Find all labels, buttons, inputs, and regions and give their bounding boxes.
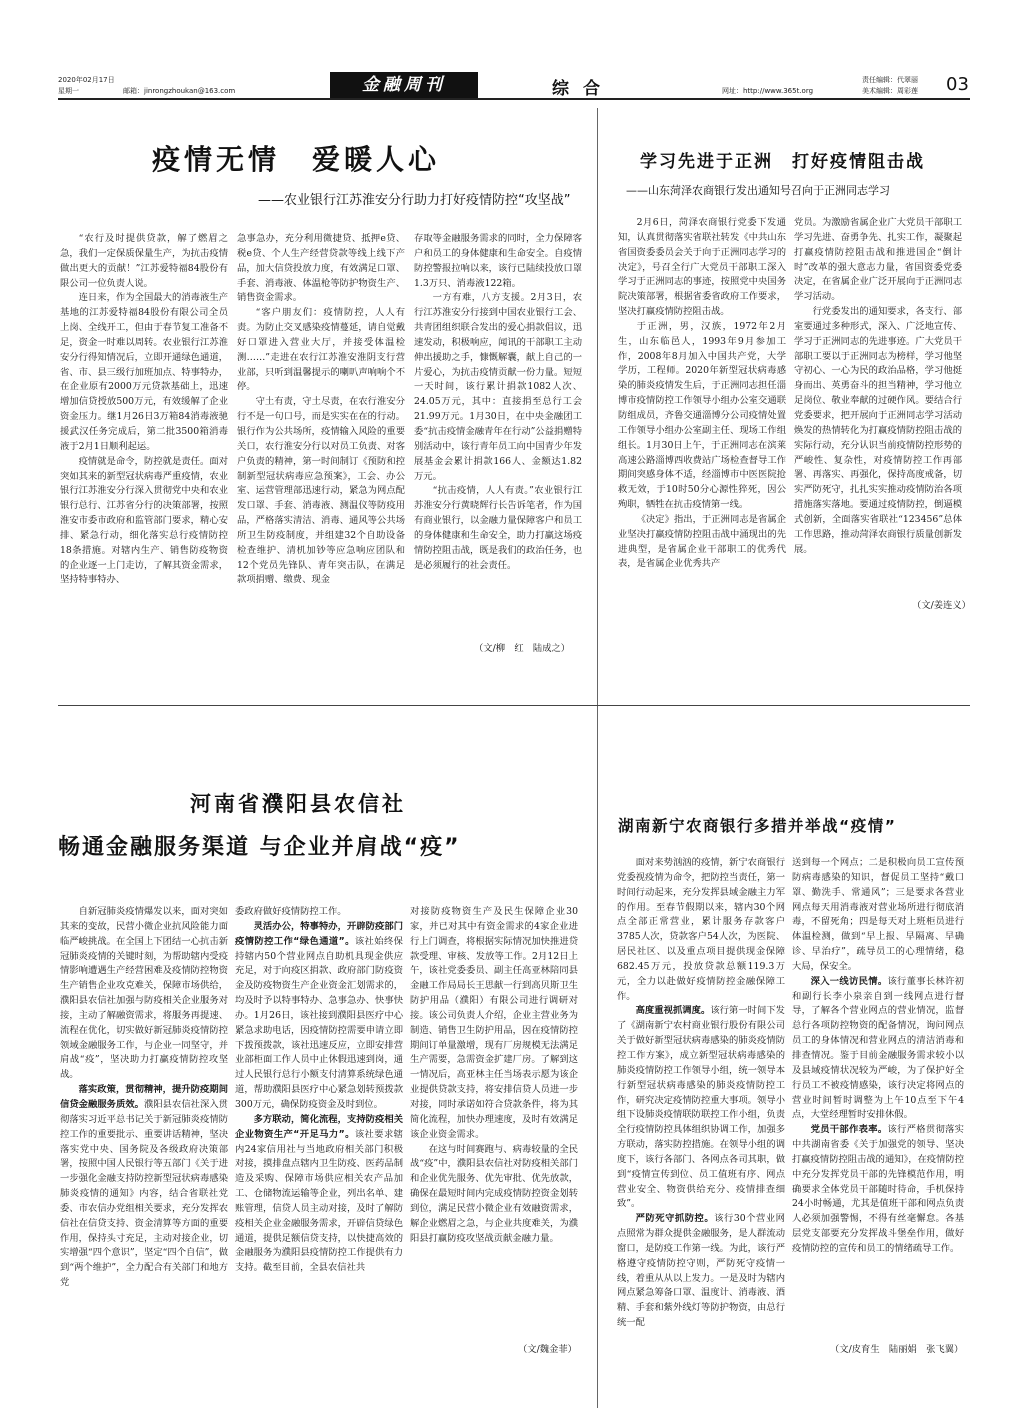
article4-column-2 [792, 856, 964, 1324]
paragraph [792, 975, 964, 1123]
paragraph: 于正洲，男，汉族，1972年2月生，山东临邑人，1993年9月参加工作，2008年8月加入中国共产党，大学学历，工程师。2020年新型冠状病毒感染的肺炎疫情发生后，于正洲同志担任淄博市疫情防控工作领导小组办公室交通联防组成员，齐鲁交通淄博分公司疫情处置工作领导小组办公室副主任、现场工作组组长。1月30日上午，于正洲同志在滨莱高速公路淄博西收费站广场检查督导工作期间突感身体不适，经淄博市中医医院抢救无效，于10时50分心源性猝死，因公殉职，牺牲在抗击疫情第一线。 [618, 320, 786, 511]
paragraph: “客户朋友们：疫情防控，人人有责。为防止交叉感染疫情蔓延，请自觉戴好口罩进入营业大厅，并接受体温检测……”走进在农行江苏淮安淮阴支行营业部，只听到温馨提示的喇叭声响响个不停。 [237, 307, 405, 393]
paragraph: 疫情就是命令，防控就是责任。面对突如其来的新型冠状病毒严重疫情，农业银行江苏淮安分行深入贯彻党中央和农业银行总行、江苏省分行的决策部署，按照淮安市委市政府和监管部门要求，精心安排、紧急行动，细化落实总行疫情防控18条措施。对辖内生产、销售防疫物资的企业逐一上门走访，了解其资金需求，坚持特事特办、 [60, 455, 228, 586]
paragraph-body: 该社要求辖内24家信用社与当地政府相关部门积极对接，摸排盘点辖内卫生防疫、医药品制造及采购、保障市场供应相关农产品加工、仓储物流运输等企业，列出名单、建账管理，信贷人员主动对接，及时了解防疫相关企业金融服务需求，开辟信贷绿色通道，提供足额信贷支持，以快捷高效的金融服务为濮阳县疫情防控工作提供有力支持。截至目前，全县农信社共 [235, 1128, 403, 1274]
page-number: 03 [946, 74, 969, 95]
article2-title: 学习先进于正洲 打好疫情阻击战 [640, 152, 925, 172]
paragraph: 自新冠肺炎疫情爆发以来，面对突如其来的变故，民营小微企业抗风险能力面临严峻挑战。在全国上下团结一心抗击新冠肺炎疫情的关键时刻，为帮助辖内受疫情影响遭遇生产经营困难及疫情防控物资生产销售企业攻克难关，保障市场供给，濮阳县农信社加强与防疫相关企业服务对接，主动了解融资需求，将服务再提速、流程在优化，切实做好新冠肺炎疫情防控领域金融服务工作，与企业一同坚守，并肩战“疫”，坚决助力打赢疫情防控攻坚战。 [60, 906, 228, 1081]
paragraph: 委政府做好疫情防控工作。 [235, 906, 347, 917]
paragraph: 党员。为激励省属企业广大党员干部职工学习先进、奋勇争先、扎实工作，凝聚起打赢疫情防控阻击战和推进国企“倒计时”改革的强大意志力量，省国资委党委决定，在省属企业广泛开展向于正洲同志学习活动。 [794, 217, 962, 303]
article3-column-1 [60, 905, 228, 1350]
paragraph-body: 该行严格贯彻落实中共湖南省委《关于加强党的领导、坚决打赢疫情防控阻击战的通知》，在疫情防控中充分发挥党员干部的先锋模范作用，明确要求全体党员干部随时待命，手机保持24小时畅通，尤其是值班干部和网点负责人必须加强警惕，不得有丝毫懈怠。各基层党支部要充分发挥战斗堡垒作用，做好疫情防控的宣传和员工的情绪疏导工作。 [792, 1124, 964, 1254]
article1-column-3 [414, 232, 582, 650]
article2-column-1 [618, 216, 786, 636]
paragraph [792, 1123, 964, 1257]
subhead: 深入一线访民情。 [810, 975, 888, 987]
paragraph [60, 1083, 228, 1291]
paragraph: “抗击疫情，人人有责。”农业银行江苏淮安分行黄晓辉行长告诉笔者，作为国有商业银行，以金融力量保障客户和员工的身体健康和生命安全，助力打赢这场疫情防控阻击战，既是我们的政治任务，也是必须履行的社会责任。 [414, 485, 582, 571]
subhead: 严防死守抓防控。 [635, 1213, 715, 1225]
article3-column-3 [410, 905, 578, 1330]
paragraph: 面对来势汹汹的疫情，新宁农商银行党委视疫情为命令，把防控当责任，第一时间行动起来，充分发挥县域金融主力军的作用。至春节假期以来，辖内30个网点全部正常营业，累计服务存款客户3785人次，贷款客户54人次，为医院、居民社区、以及重点项目提供现金保障682.45万元，投放贷款总额119.3万元，全力以赴做好疫情防控金融保障工作。 [617, 857, 785, 1002]
article1-column-1 [60, 232, 228, 662]
article2-column-2 [794, 216, 962, 600]
subhead: 高度重视抓调度。 [635, 1005, 711, 1017]
paragraph: 存取等金融服务需求的同时，全力保障客户和员工的身体健康和生命安全。自疫情防控警报拉响以来，该行已陆续投放口罩1.3万只、消毒液122箱。 [414, 233, 582, 289]
paragraph: 对接防疫物资生产及民生保障企业30家，并已对其中有资金需求的4家企业进行上门调查，将根据实际情况加快推进贷款受理、审核、发放等工作。2月12日上午，该社党委委员、副主任高亚林陪同县金融工作局局长王思献一行到高贝斯卫生防护用品（濮阳）有限公司进行调研对接。该公司负责人介绍，企业主营业务为制造、销售卫生防护用品，因在疫情防控期间订单量激增，现有厂房规模无法满足生产需要，急需资金扩建厂房。了解到这一情况后，高亚林主任当场表示愿为该企业提供贷款支持，将安排信贷人员进一步对接，同时承诺如符合贷款条件，将为其简化流程，加快办理速度，及时有效满足该企业资金需求。 [410, 906, 578, 1140]
subhead: 党员干部作表率。 [810, 1124, 888, 1136]
article4-title: 湖南新宁农商银行多措并举战“疫情” [618, 817, 897, 835]
article3-title-line-2: 畅通金融服务渠道 与企业并肩战“疫” [58, 835, 461, 860]
header-rule [58, 98, 970, 100]
section-name: 综合 [552, 79, 614, 99]
article1-subtitle: ——农业银行江苏淮安分行助力打好疫情防控“攻坚战” [258, 193, 571, 208]
article2-byline: （文/姜连义） [912, 600, 971, 611]
paragraph [617, 1004, 785, 1212]
paragraph: 在这与时间赛跑与、病毒较量的全民战“疫”中，濮阳县农信社对防疫相关部门和企业优先服务、优先审批、优先放款，确保在最短时间内完成疫情防控资金划转到位，满足民营小微企业有效融资需求，解企业燃眉之急，与企业共度难关，为濮阳县打赢防疫攻坚战贡献金融力量。 [410, 1143, 578, 1244]
website: 网址：http://www.365t.org [722, 87, 814, 95]
article4-byline: （文/皮育生 陆丽娟 张飞翼） [830, 1344, 964, 1355]
issue-weekday: 星期一 [58, 87, 79, 95]
subhead: 多方联动，简化流程，支持防疫相关企业物资生产“开足马力”。 [235, 1113, 403, 1140]
contact-email: 邮箱：jinrongzhoukan@163.com [123, 87, 236, 95]
paragraph: 行党委发出的通知要求，各支行、部室要通过多种形式，深入、广泛地宣传、学习于正洲同志的先进事迹。广大党员干部职工要以于正洲同志为榜样，学习他坚守初心、一心为民的政治品格，学习他挺身而出、英勇奋斗的担当精神，学习他立足岗位、敬业奉献的过硬作风。要结合行党委要求，把开展向于正洲同志学习活动焕发的热情转化为打赢疫情防控阻击战的实际行动，充分认识当前疫情防控形势的严峻性、复杂性，对疫情防控工作再部署、再落实、再强化，保持高度戒备，切实严防死守，扎扎实实推动疫情防治各项措施落实落地。要通过疫情防控，倒逼模式创新，全面落实省联社“123456”总体工作思路，推动菏泽农商银行质量创新发展。 [794, 306, 962, 555]
subhead: 灵活办公，特事特办，开辟防疫部门疫情防控工作“绿色通道”。 [235, 920, 403, 947]
article3-column-2 [235, 905, 403, 1350]
masthead-logo: 金融周刊 [330, 72, 478, 98]
paragraph: 连日来，作为全国最大的消毒液生产基地的江苏爱特福84股份有限公司全员上岗、全线开工，但由于春节复工准备不足，资金一时难以周转。农业银行江苏淮安分行得知情况后，立即开通绿色通道，省、市、县三级行加班加点、特事特办，在企业原有2000万元贷款基础上，迅速增加信贷授放500万元，有效缓解了企业资金压力。继1月26日3万箱84消毒液驰援武汉任务完成后，第二批3500箱消毒液于2月1日顺利起运。 [60, 292, 228, 452]
paragraph-body: 该行董事长林许初和副行长李小泉亲自到一线网点进行督导，了解各个营业网点的营业情况，监督总行各项防控物资的配备情况，询问网点员工的身体情况和营业网点的清洁消毒和排查情况。鉴于目前金融服务需求较小以及县域疫情状况较为严峻，为了保护好全行员工不被疫情感染，该行决定将网点的营业时间暂时调整为上午10点至下午4点，大堂经理暂时安排休假。 [792, 975, 964, 1121]
paragraph: “农行及时提供贷款，解了燃眉之急，我们一定保质保量生产，为抗击疫情做出更大的贡献！”江苏爱特福84股份有限公司一位负责人说。 [60, 233, 228, 289]
article3-byline: （文/魏金菲） [518, 1344, 577, 1355]
paragraph: 一方有难，八方支援。2月3日，农行江苏淮安分行接到中国农业银行工会、共青团组织联合发出的爱心捐款倡议，迅速发动，积极响应，闻讯的干部职工主动伸出援助之手，慷慨解囊，献上自己的一片爱心，为抗击疫情贡献一份力量。短短一天时间，该行累计捐款1082人次、24.05万元，其中：直接捐至总行工会21.99万元。1月30日，在中央金融团工委“抗击疫情金融青年在行动”公益捐赠特别活动中，该行青年员工向中国青少年发展基金会累计捐款166人、金额达1.82万元。 [414, 292, 582, 482]
paragraph: 急事急办，充分利用微捷贷、抵押e贷、税e贷、个人生产经营贷款等线上线下产品，加大信贷投放力度，有效满足口罩、手套、消毒液、体温枪等防护物资生产、销售资金需求。 [237, 233, 405, 304]
article1-column-2 [237, 232, 405, 662]
paragraph-body: 该行30个营业网点照常为群众提供金融服务，是人群流动窗口，是防疫工作第一线。为此，该行严格遵守疫情防控守则，严防死守疫情一线，着重从从以上发力。一是及时为辖内网点紧急筹备口罩、温度计、消毒液、酒精、手套和紫外线灯等防护物资，由总行统一配 [617, 1213, 785, 1329]
paragraph-body: 该行第一时间下发了《湖南新宁农村商业银行股份有限公司关于做好新型冠状病毒感染的肺炎疫情防控工作方案》，成立新型冠状病毒感染的肺炎疫情防控工作领导小组，统一领导本行新型冠状病毒感染的肺炎疫情防控工作，研究决定疫情防控重大事项。领导小组下设肺炎疫情联防联控工作小组，负责全行疫情防控具体组织协调工作，加强多方联动，落实防控措施。在领导小组的调度下，该行各部门、各网点各司其职，做到“疫情宣传到位、员工值班有序、网点营业安全、物资供给充分、疫情排查细致”。 [617, 1005, 785, 1210]
paragraph-body: 该社始终保持辖内50个营业网点自助机具现金供应充足，对于向疫区捐款、政府部门防疫资金及防疫物资生产企业资金汇划需求的，均及时予以特事特办、急事急办、快事快办。1月26日，该社接到濮阳县医疗中心紧急求助电话，因疫情防控需要申请立即下拨预拨款，该社迅速反应，立即安排营业部柜面工作人员中止休假迅速到岗，通过人民银行总行小额支付清算系统绿色通道，帮助濮阳县医疗中心紧急划转预拨款300万元，确保防疫资金及时到位。 [235, 935, 403, 1110]
section-divider [58, 705, 970, 706]
article4-column-1 [617, 856, 785, 1354]
issue-date: 2020年02月17日 [58, 76, 115, 84]
paragraph: 《决定》指出，于正洲同志是省属企业坚决打赢疫情防控阻击战中涌现出的先进典型，是省属企业干部职工的优秀代表，是省属企业优秀共产 [618, 513, 786, 570]
subhead: 落实政策，贯彻精神，提升防疫期间信贷金融服务质效。 [60, 1084, 228, 1110]
article2-subtitle: ——山东菏泽农商银行发出通知号召向于正洲同志学习 [626, 184, 890, 197]
article3-title-line-1: 河南省濮阳县农信社 [190, 792, 406, 816]
paragraph: 2月6日，菏泽农商银行党委下发通知，认真贯彻落实省联社转发《中共山东省国资委委员会关于向于正洲同志学习的决定》，号召全行广大党员干部职工深入学习于正洲同志的事迹，按照党中央国务院决策部署，根据省委省政府工作要求，坚决打赢疫情防控阻击战。 [618, 217, 786, 318]
article1-byline: （文/柳 红 陆成之） [474, 643, 571, 654]
paragraph [235, 1113, 403, 1276]
art-editor-credit: 美术编辑：周彩莲 [862, 87, 918, 95]
column-separator [597, 108, 598, 1408]
paragraph: 送到每一个网点；二是积极向员工宣传预防病毒感染的知识，督促员工坚持“戴口罩、勤洗手、常通风”；三是要求各营业网点每天用消毒液对营业场所进行彻底消毒，不留死角；四是每天对上班柜员进行体温检测，做到“早上报、早隔离、早确诊、早治疗”，疏导员工的心理情绪，稳大局，保安全。 [792, 857, 964, 972]
article1-title: 疫情无情 爱暖人心 [152, 143, 441, 176]
paragraph: 守土有责，守土尽责，在农行淮安分行不是一句口号，而是实实在在的行动。银行作为公共场所，疫情输入风险的重要关口，农行淮安分行以对员工负责、对客户负责的精神，第一时间制订《预防和控制新型冠状病毒应急预案》，工会、办公室、运营管理部迅速行动，紧急为网点配发口罩、手套、消毒液、测温仪等防疫用品，严格落实清洁、消毒、通风等公共场所卫生防疫制度，并组建32个自助设备检查维护、清机加钞等应急响应团队和12个党员先锋队、青年突击队，在满足款项捐赠、缴费、现金 [237, 396, 405, 586]
editor-credit: 责任编辑：代翠丽 [862, 76, 918, 84]
paragraph [235, 920, 403, 1113]
paragraph-body: 濮阳县农信社深入贯彻落实习近平总书记关于新冠肺炎疫情防控工作的重要批示、重要讲话精神，坚决落实党中央、国务院及各级政府决策部署，按照中国人民银行等五部门《关于进一步强化金融支持防控新型冠状病毒感染肺炎疫情的通知》内容，结合省联社党委、市农信办党组相关要求，充分发挥农信社在信贷支持、资金清算等方面的重要作用，保持头寸充足，主动对接企业，切实增强“四个意识”，坚定“四个自信”，做到“两个维护”，全力配合有关部门和地方党 [60, 1098, 228, 1289]
paragraph [617, 1212, 785, 1331]
